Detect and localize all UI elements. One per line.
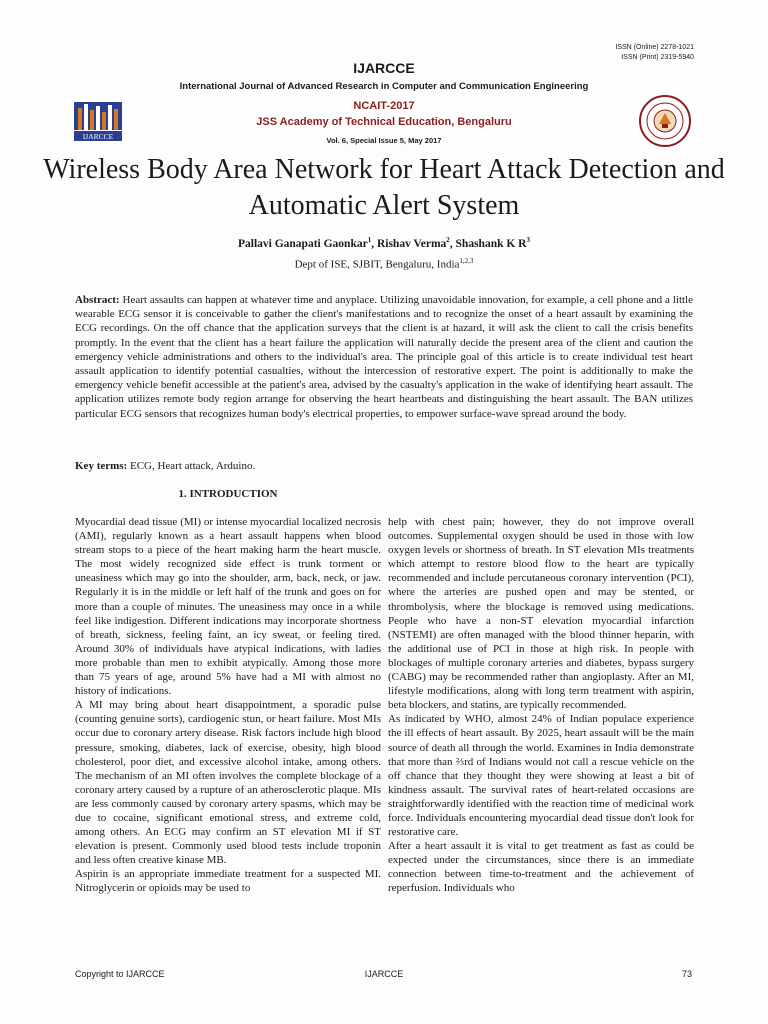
paragraph: Aspirin is an appropriate immediate treatment for a suspected MI. Nitroglycerin or opioids may be used to <box>75 868 381 895</box>
abstract-label: Abstract: <box>75 294 120 306</box>
conference-venue: JSS Academy of Technical Education, Bengaluru <box>256 116 512 128</box>
key-terms <box>75 460 693 472</box>
section-heading: 1. INTRODUCTION <box>178 488 278 500</box>
volume-info: Vol. 6, Special Issue 5, May 2017 <box>326 136 442 145</box>
left-column <box>75 515 381 896</box>
jss-academy-seal-icon <box>638 94 692 148</box>
paragraph: As indicated by WHO, almost 24% of Indian populace experience the ill effects of heart assault. By 2025, heart assault will be the main source of death all through the world. Examines in India demonstrate that more than ⅔rd of Indians would not call a rescue vehicle on the off chance that they thought they were showing at least a bit of kindness assault. The survival rates of heart-related occasions are straightforwardly identified with the reaction time of medicinal work force. Individuals encountering myocardial dead tissue don't look for restorative care. <box>388 713 694 839</box>
right-column <box>388 515 694 896</box>
author-name: Rishav Verma <box>376 237 447 250</box>
journal-short-name: IJARCCE <box>353 60 415 76</box>
author-name: Shashank K R <box>455 237 527 250</box>
affiliation-text: Dept of ISE, SJBIT, Bengaluru, India <box>294 258 460 271</box>
keyterms-text: ECG, Heart attack, Arduino. <box>129 460 256 472</box>
footer-journal: IJARCCE <box>364 969 404 979</box>
author-list: Pallavi Ganapati Gaonkar$^1$, Rishav Verma$^2$, Shashank K $R^3$ <box>237 236 530 250</box>
affiliation <box>0 257 768 271</box>
page-number: 73 <box>681 969 692 979</box>
logo-text: IJARCCE <box>82 132 114 141</box>
paragraph: After a heart assault it is vital to get treatment as fast as could be expected under the circumstances, since there is an immediate connection between time-to-treatment and the achievement of reperfusion. Individuals who <box>388 840 694 895</box>
paragraph: Myocardial dead tissue (MI) or intense myocardial localized necrosis (AMI), regularly known as a heart assault happens when blood stream stops to a piece of the heart making harm the heart muscle. The most widely recognized side effect is trunk torment or uneasiness which may go into the shoulder, arm, back, neck, or jaw. Regularly it is in the middle or left half of the trunk and goes on for more than a couple of minutes. The uneasiness may once in a while feel like indigestion. Different indications may incorporate shortness of breath, sickness, feeling faint, an icy sweat, or feeling tired. Around 30% of individuals have atypical indications, with ladies more probable than men to exhibit atypically. Among those more than 75 years of age, around 5% have had a MI with almost no history of indications. <box>75 516 381 698</box>
issn-print: ISSN (Print) 2319-5940 <box>621 53 694 61</box>
abstract <box>75 293 693 421</box>
author-superscript: 1 <box>367 236 372 244</box>
abstract-text: Heart assaults can happen at whatever time and anyplace. Utilizing unavoidable innovation, for example, a cell phone and a little wearable ECG sensor it is conceivable to gather the client's manifestations and to recognize the onset of a heart assault by examining the ECG recordings. On the off chance that the application surveys that the client is at hazard, it will ask the client to call the crisis benefits promptly. In the event that the client has a heart failure the application will naturally decide the present area of the client and caution the emergency vehicle administrations and others to the individual's area. The principle goal of this article is to create individual test heart assault application to identify potential casualties, without the intercession of restorative expert. The point is additionally to make the emergency vehicle benefit accessible at the patient's area, advised by the casualty's application in the wake of identifying heart assault. The application utilizes remote body region arrange for observing the heart heartbeats and distinguishing the heart assault. The BAN utilizes particular ECG sensors that recognizes human body's electrical properties, to empower surface-wave spread around the body. <box>75 294 693 420</box>
ijarcce-logo-icon <box>70 94 126 142</box>
issn-online: ISSN (Online) 2278-1021 <box>615 44 694 51</box>
conference-name: NCAIT-2017 <box>353 100 415 112</box>
paragraph: help with chest pain; however, they do not improve overall outcomes. Supplemental oxygen should be used in those with low oxygen levels or shortness of breath. In ST elevation MIs treatments which attempt to restore blood flow to the heart are typically recommended and include percutaneous coronary intervention (PCI), where the arteries are pushed open and may be stented, or thrombolysis, where the blockage is removed using medications. People who have a non-ST elevation myocardial infarction (NSTEMI) are often managed with the blood thinner heparin, with the additional use of PCI in those at high risk. In people with blockages of multiple coronary arteries and diabetes, bypass surgery (CABG) may be recommended rather than angioplasty. After an MI, lifestyle modifications, along with long term treatment with aspirin, beta blockers, and statins, are typically recommended. <box>388 516 694 712</box>
author-name: Pallavi Ganapati Gaonkar <box>237 237 368 250</box>
journal-full-name: International Journal of Advanced Research in Computer and Communication Engineering <box>179 81 589 92</box>
footer-copyright: Copyright to IJARCCE <box>75 969 165 979</box>
keyterms-label: Key terms: <box>75 460 128 472</box>
paper-title: Wireless Body Area Network for Heart Attack Detection and Automatic Alert System <box>43 154 725 221</box>
paragraph: A MI may bring about heart disappointment, a sporadic pulse (counting genuine sorts), cardiogenic stun, or heart failure. Most MIs occur due to coronary artery disease. Risk factors include high blood pressure, smoking, diabetes, lack of exercise, obesity, high blood cholesterol, poor diet, and excessive alcohol intake, among others. The mechanism of an MI often involves the complete blockage of a coronary artery caused by a rupture of an atherosclerotic plaque. MIs are less commonly caused by coronary artery spasms, which may be due to cocaine, significant emotional stress, and extreme cold, among others. An ECG may confirm an ST elevation MI if ST elevation is present. Commonly used blood tests include troponin and less often creative kinase MB. <box>75 699 381 867</box>
affiliation-superscript: 1,2,3 <box>459 257 474 265</box>
author-superscript: 2 <box>446 236 450 244</box>
author-superscript: 3 <box>526 236 530 244</box>
